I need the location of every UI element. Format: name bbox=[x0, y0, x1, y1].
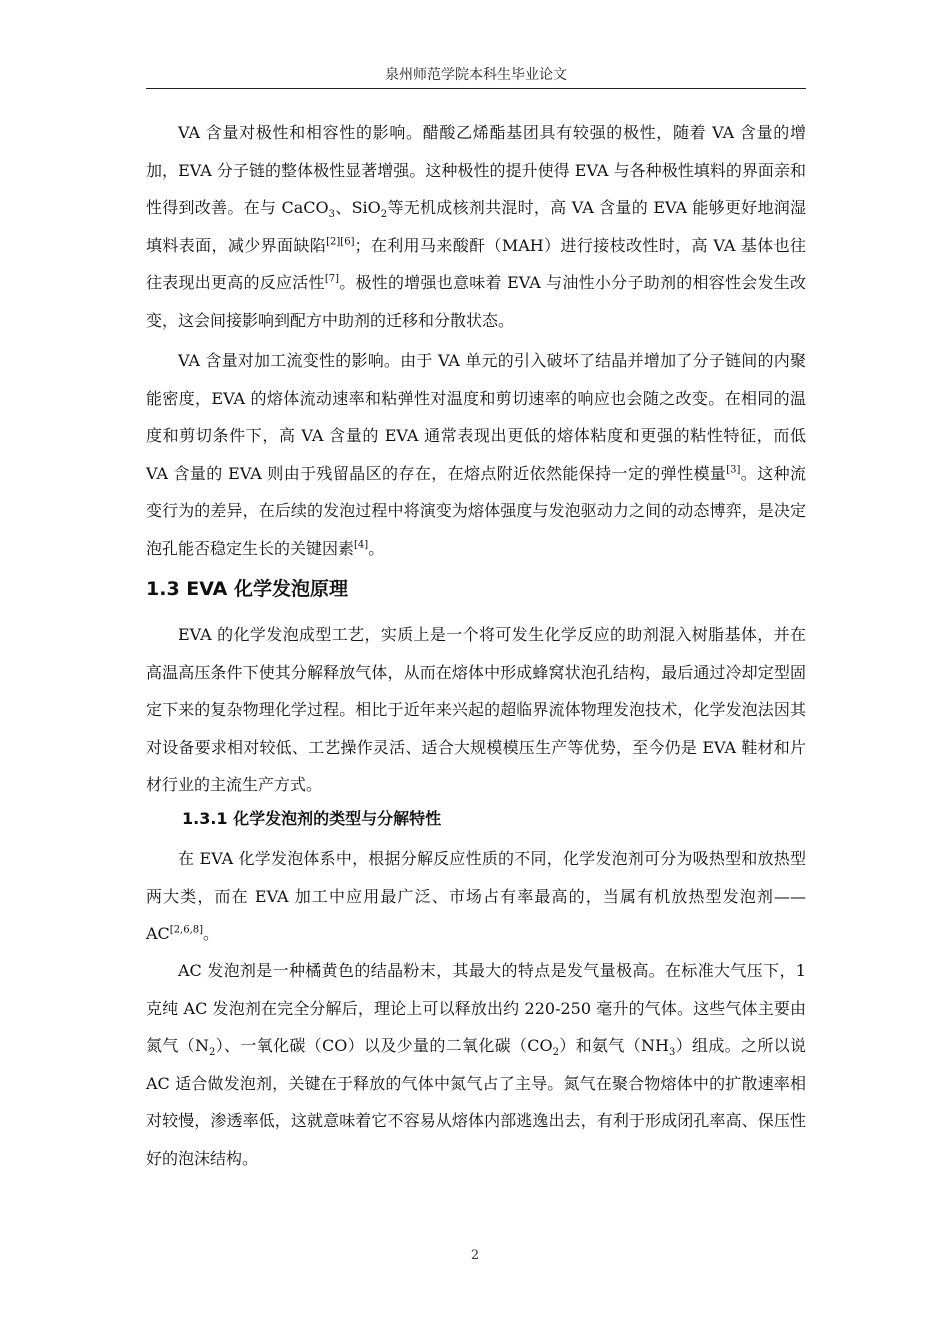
text-run: 。这种流变行为的差异，在后续的发泡过程中将演变为熔体强度与发泡驱动力之间的动态博弈，是决定泡孔能否稳定生长的关键因素 bbox=[146, 463, 806, 558]
paragraph-va-polarity bbox=[146, 114, 806, 339]
citation-ref: [7] bbox=[324, 273, 339, 285]
chemical-subscript: 3 bbox=[328, 209, 336, 221]
text-run: 、SiO bbox=[335, 198, 381, 217]
citation-ref: [2][6] bbox=[326, 236, 355, 248]
running-header: 泉州师范学院本科生毕业论文 bbox=[385, 67, 567, 83]
text-run: 等无机成核剂共混时，高 VA 含量的 EVA 能够更好地润湿填料表面，减少界面缺陷 bbox=[146, 198, 807, 255]
text-run: 。 bbox=[368, 538, 385, 558]
text-run: AC 发泡剂是一种橘黄色的结晶粉末，其最大的特点是发气量极高。在标准大气压下，1 克纯 AC 发泡剂在完全分解后，理论上可以释放出约 220-250 毫升的气体。这些气体主要由氮气（N bbox=[146, 961, 806, 1055]
text-run: ）、一氧化碳（CO）以及少量的二氧化碳（CO bbox=[215, 1036, 553, 1055]
chemical-subscript: 2 bbox=[552, 1047, 560, 1059]
section-heading: 1.3 EVA 化学发泡原理 bbox=[146, 578, 348, 600]
text-run: ）组成。之所以说 AC 适合做发泡剂，关键在于释放的气体中氮气占了主导。氮气在聚合物熔体中的扩散速率相对较慢，渗透率低，这就意味着它不容易从熔体内部逃逸出去，有利于形成闭孔率高、保压性好的泡沫结构。 bbox=[146, 1036, 806, 1168]
text-run: VA 含量对加工流变性的影响。由于 VA 单元的引入破坏了结晶并增加了分子链间的内聚能密度，EVA 的熔体流动速率和粘弹性对温度和剪切速率的响应也会随之改变。在相同的温度和剪切条件下，高 VA 含量的 EVA 通常表现出更低的熔体粘度和更强的粘性特征，而低 VA 含量的 EVA 则由于残留晶区的存在，在熔点附近依然能保持一定的弹性模量 bbox=[146, 351, 806, 483]
citation-ref: [4] bbox=[354, 539, 369, 551]
text-run: ；在利用马来酸酐（MAH）进行接枝改性时，高 VA 基体也往往表现出更高的反应活性 bbox=[146, 235, 806, 292]
chemical-subscript: 2 bbox=[209, 1047, 216, 1059]
chemical-subscript: 3 bbox=[668, 1047, 676, 1059]
citation-ref: [3] bbox=[726, 464, 741, 476]
text-run: 。极性的增强也意味着 EVA 与油性小分子助剂的相容性会发生改变，这会间接影响到配方中助剂的迁移和分散状态。 bbox=[146, 273, 806, 330]
page-number: 2 bbox=[470, 1248, 480, 1263]
paragraph-va-rheology bbox=[146, 342, 806, 567]
chemical-subscript: 2 bbox=[380, 209, 388, 221]
text-run: 在 EVA 化学发泡体系中，根据分解反应性质的不同，化学发泡剂可分为吸热型和放热型两大类，而在 EVA 加工中应用最广泛、市场占有率最高的，当属有机放热型发泡剂——AC bbox=[146, 849, 806, 943]
text-run: VA 含量对极性和相容性的影响。醋酸乙烯酯基团具有较强的极性，随着 VA 含量的增加，EVA 分子链的整体极性显著增强。这种极性的提升使得 EVA 与各种极性填料的界面亲和性得到改善。在与 CaCO bbox=[146, 123, 806, 217]
paragraph-blowing-agent-types bbox=[146, 840, 806, 953]
subsection-heading: 1.3.1 化学发泡剂的类型与分解特性 bbox=[182, 809, 442, 828]
citation-ref: [2,6,8] bbox=[169, 924, 204, 936]
text-run: EVA 的化学发泡成型工艺，实质上是一个将可发生化学反应的助剂混入树脂基体，并在高温高压条件下使其分解释放气体，从而在熔体中形成蜂窝状泡孔结构，最后通过冷却定型固定下来的复杂物理化学过程。相比于近年来兴起的超临界流体物理发泡技术，化学发泡法因其对设备要求相对较低、工艺操作灵活、适合大规模模压生产等优势，至今仍是 EVA 鞋材和片材行业的主流生产方式。 bbox=[146, 625, 806, 794]
paragraph-ac-agent bbox=[146, 952, 806, 1177]
paragraph-foaming-principle bbox=[146, 616, 806, 804]
text-run: 。 bbox=[203, 924, 220, 943]
header-rule bbox=[146, 88, 806, 89]
text-run: ）和氨气（NH bbox=[559, 1036, 669, 1055]
